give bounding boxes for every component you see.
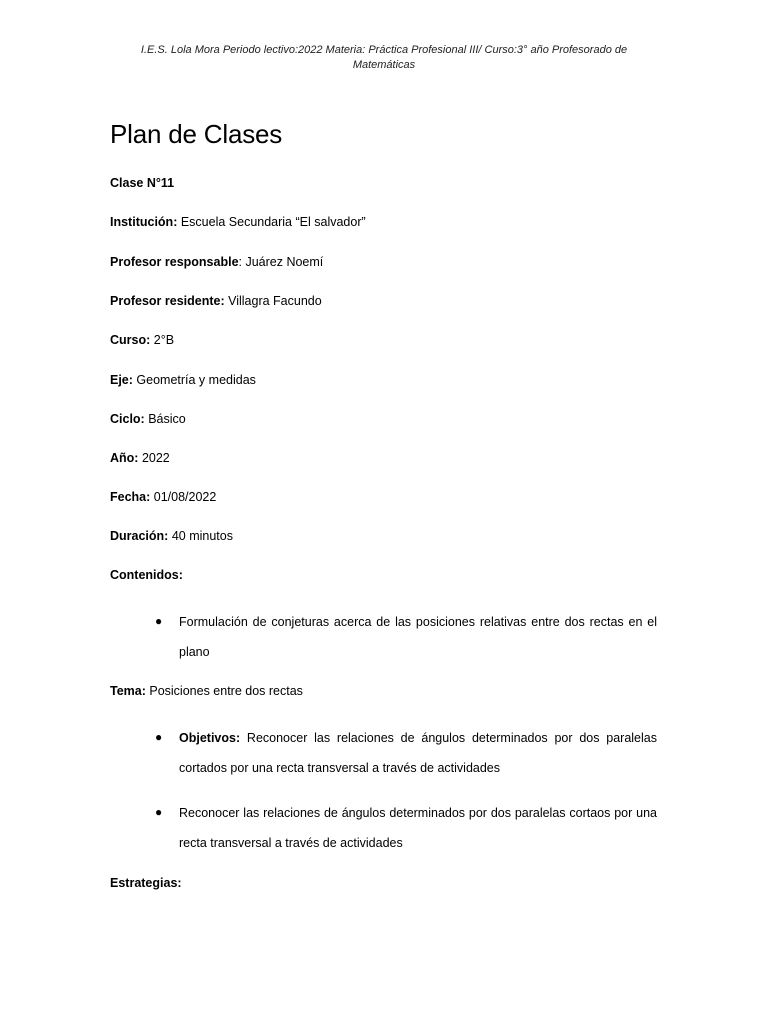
contenidos-item: Formulación de conjeturas acerca de las posiciones relativas entre dos rectas en el plano (179, 615, 657, 659)
field-value: 2°B (150, 333, 175, 347)
field-value: Geometría y medidas (132, 373, 256, 387)
clase-label: Clase N°11 (110, 176, 175, 190)
field-value: 01/08/2022 (150, 490, 217, 504)
field-label: Curso: (110, 333, 151, 347)
field-institucion (110, 214, 366, 230)
field-label: Institución: (110, 215, 178, 229)
field-value: : Juárez Noemí (238, 255, 324, 269)
field-ciclo (110, 411, 186, 427)
field-label: Año: (110, 451, 139, 465)
objetivos-text: Reconocer las relaciones de ángulos determinados por dos paralelas cortados por una recta transversal a través de actividades (179, 731, 657, 775)
field-duracion (110, 528, 233, 544)
tema-value: Posiciones entre dos rectas (145, 684, 303, 698)
header-line-1: I.E.S. Lola Mora Periodo lectivo:2022 Materia: Práctica Profesional III/ Curso:3° año Profesorado de (140, 44, 628, 56)
objetivos-item (179, 723, 657, 783)
objetivos-label: Objetivos: (179, 731, 241, 745)
header-line-2: Matemáticas (352, 59, 416, 71)
field-curso (110, 332, 174, 348)
estrategias-heading (110, 875, 182, 891)
field-fecha (110, 489, 216, 505)
field-label: Duración: (110, 529, 169, 543)
field-eje (110, 372, 256, 388)
page-header (90, 43, 678, 73)
field-value: 2022 (138, 451, 170, 465)
contenidos-label: Contenidos: (110, 568, 183, 582)
field-label: Eje: (110, 373, 133, 387)
field-value: Escuela Secundaria “El salvador” (177, 215, 366, 229)
clase-number (110, 175, 174, 191)
tema-line (110, 683, 303, 699)
page-title: Plan de Clases (110, 119, 283, 149)
field-profesor-responsable (110, 254, 323, 270)
tema-label: Tema: (110, 684, 146, 698)
field-label: Ciclo: (110, 412, 145, 426)
field-label: Profesor residente: (110, 294, 225, 308)
field-value: Villagra Facundo (224, 294, 322, 308)
bullet-icon: ● (155, 805, 163, 819)
bullet-icon: ● (155, 730, 163, 744)
contenidos-heading (110, 567, 183, 583)
bullet-icon: ● (155, 614, 163, 628)
field-label: Profesor responsable (110, 255, 239, 269)
estrategias-label: Estrategias: (110, 876, 182, 890)
field-label: Fecha: (110, 490, 151, 504)
field-value: 40 minutos (168, 529, 233, 543)
field-anio (110, 450, 170, 466)
field-profesor-residente (110, 293, 322, 309)
objetivos-item-2: Reconocer las relaciones de ángulos determinados por dos paralelas cortaos por una recta transversal a través de actividades (179, 806, 657, 850)
field-value: Básico (144, 412, 186, 426)
